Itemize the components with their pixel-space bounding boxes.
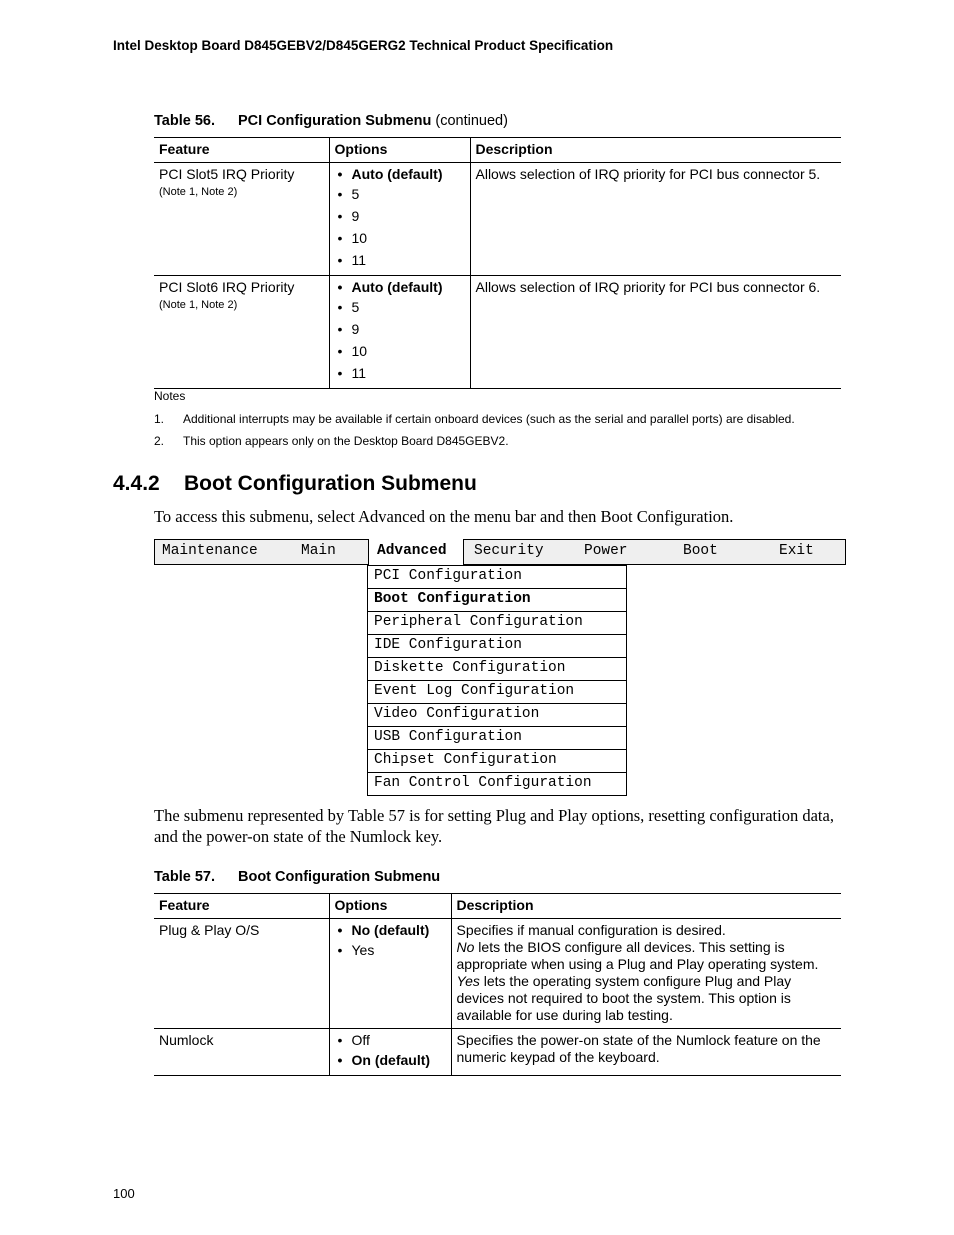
column-header: Options: [329, 894, 451, 919]
option-item: • 5: [335, 296, 465, 318]
feature-cell: [154, 276, 329, 389]
table56-suffix: (continued): [435, 113, 508, 129]
options-cell: [329, 1029, 451, 1076]
feature-note: (Note 1, Note 2): [159, 299, 238, 311]
bios-menu-bar: [154, 539, 846, 565]
feature-cell: Numlock: [154, 1029, 329, 1076]
description-text: Specifies if manual configuration is desired.: [456, 922, 726, 938]
note-number: 1.: [154, 412, 165, 426]
description-cell: Allows selection of IRQ priority for PCI bus connector 5.: [470, 163, 841, 276]
column-header: Description: [470, 138, 841, 163]
table-header-row: [154, 138, 841, 163]
page-header: Intel Desktop Board D845GEBV2/D845GERG2 Technical Product Specification: [113, 38, 614, 53]
body-paragraph: The submenu represented by Table 57 is for setting Plug and Play options, resetting configuration data, and the power-on state of the Numlock key.: [154, 806, 834, 846]
column-header: Options: [329, 138, 470, 163]
table-row: [154, 276, 841, 389]
table56: [154, 137, 841, 389]
column-header: Feature: [154, 894, 329, 919]
section-heading: [113, 472, 477, 496]
description-emphasis: No: [456, 939, 475, 955]
table56-caption: [154, 113, 508, 129]
option-item: • 9: [335, 205, 465, 227]
table-row: [154, 163, 841, 276]
note-number: 2.: [154, 434, 165, 448]
menu-item-advanced[interactable]: [368, 539, 464, 565]
option-item: • 9: [335, 318, 465, 340]
note-text: This option appears only on the Desktop Board D845GEBV2.: [183, 434, 509, 448]
submenu-item-fan-control[interactable]: Fan Control Configuration: [368, 772, 626, 795]
menu-item-exit[interactable]: Exit: [779, 543, 814, 559]
table57-title: Boot Configuration Submenu: [238, 869, 441, 885]
submenu-item-boot[interactable]: Boot Configuration: [368, 588, 626, 611]
table57-number: Table 57.: [154, 869, 215, 885]
description-cell: Allows selection of IRQ priority for PCI bus connector 6.: [470, 276, 841, 389]
option-item: • Auto (default): [335, 279, 465, 296]
section-title: Boot Configuration Submenu: [184, 472, 477, 495]
description-text: lets the BIOS configure all devices. This setting is appropriate when using a Plug and Play operating system.: [456, 939, 819, 972]
section-intro: To access this submenu, select Advanced on the menu bar and then Boot Configuration.: [154, 507, 734, 526]
option-item: • Off: [335, 1032, 446, 1049]
option-item: • Yes: [335, 939, 446, 961]
options-cell: [329, 276, 470, 389]
table57: [154, 893, 841, 1076]
option-item: • 11: [335, 362, 465, 384]
advanced-submenu: [367, 565, 627, 796]
feature-name: PCI Slot5 IRQ Priority: [159, 166, 295, 182]
note-item: [154, 412, 795, 426]
options-cell: [329, 163, 470, 276]
options-cell: [329, 919, 451, 1029]
submenu-item-event-log[interactable]: Event Log Configuration: [368, 680, 626, 703]
menu-item-advanced-label: Advanced: [377, 543, 447, 559]
table-row: [154, 919, 841, 1029]
option-item: • 10: [335, 227, 465, 249]
feature-name: PCI Slot6 IRQ Priority: [159, 279, 295, 295]
option-item: • No (default): [335, 922, 446, 939]
feature-note: (Note 1, Note 2): [159, 186, 238, 198]
feature-cell: Plug & Play O/S: [154, 919, 329, 1029]
table57-caption: [154, 869, 440, 885]
option-item: • 10: [335, 340, 465, 362]
table-header-row: [154, 894, 841, 919]
page-number: 100: [113, 1186, 135, 1201]
menu-item-power[interactable]: Power: [584, 543, 628, 559]
submenu-item-usb[interactable]: USB Configuration: [368, 726, 626, 749]
option-item: • Auto (default): [335, 166, 465, 183]
option-item: • On (default): [335, 1049, 446, 1071]
table56-title: PCI Configuration Submenu: [238, 113, 432, 129]
submenu-item-video[interactable]: Video Configuration: [368, 703, 626, 726]
notes-title: Notes: [154, 389, 186, 403]
description-cell: Specifies the power-on state of the Numlock feature on the numeric keypad of the keyboard.: [451, 1029, 841, 1076]
column-header: Feature: [154, 138, 329, 163]
feature-cell: [154, 163, 329, 276]
submenu-item-ide[interactable]: IDE Configuration: [368, 634, 626, 657]
option-item: • 5: [335, 183, 465, 205]
table56-number: Table 56.: [154, 113, 215, 129]
menu-item-main[interactable]: Main: [301, 543, 336, 559]
note-item: [154, 434, 509, 448]
submenu-item-pci[interactable]: PCI Configuration: [374, 568, 522, 584]
section-number: 4.4.2: [113, 472, 160, 495]
note-text: Additional interrupts may be available if certain onboard devices (such as the serial and parallel ports) are disabled.: [183, 412, 795, 426]
submenu-item-chipset[interactable]: Chipset Configuration: [368, 749, 626, 772]
column-header: Description: [451, 894, 841, 919]
description-emphasis: Yes: [456, 973, 480, 989]
submenu-item-peripheral[interactable]: Peripheral Configuration: [368, 611, 626, 634]
menu-item-boot[interactable]: Boot: [683, 543, 718, 559]
table-row: [154, 1029, 841, 1076]
description-text: lets the operating system configure Plug and Play devices not required to boot the system. This option is available for use during lab testing.: [456, 973, 792, 1023]
menu-item-maintenance[interactable]: Maintenance: [162, 543, 258, 559]
submenu-item-diskette[interactable]: Diskette Configuration: [368, 657, 626, 680]
option-item: • 11: [335, 249, 465, 271]
menu-item-security[interactable]: Security: [474, 543, 544, 559]
description-cell: [451, 919, 841, 1029]
